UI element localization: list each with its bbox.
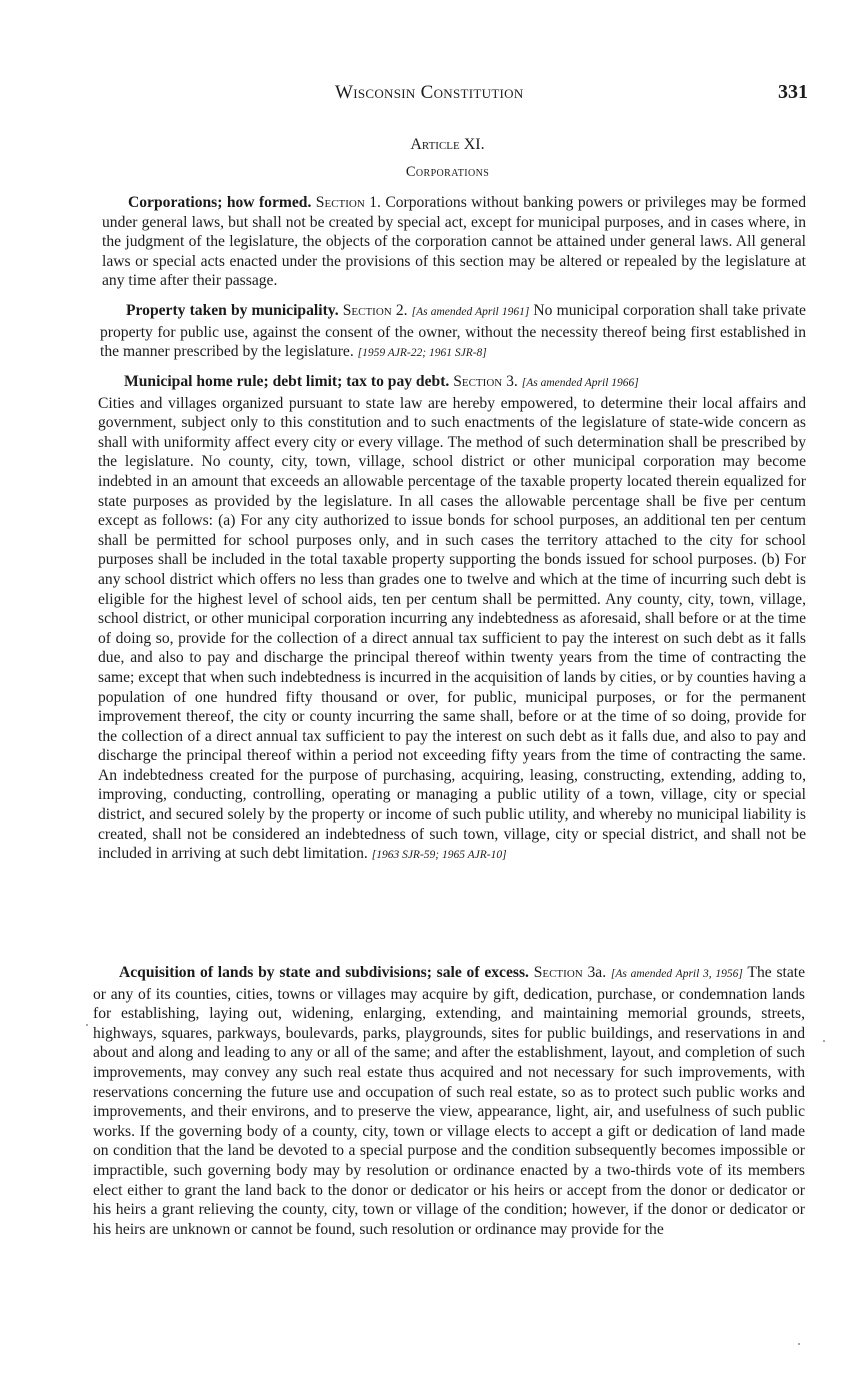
article-subtitle: Corporations	[405, 164, 490, 180]
section-text: Cities and villages organized pursuant to state law are hereby empowered, to determine their local affairs and government, subject only to this constitution and to such enactments of the legislature of state-wide concern as shall with uniformity affect every city or every village. The method of such determination shall be prescribed by the legislature. No county, city, town, village, school district or other municipal corporation may become indebted in an amount that exceeds an allowable percentage of the taxable property located therein equalized for state purposes as provided by the legislature. In all cases the allowable percentage shall be five per centum except as follows: (a) For any city authorized to issue bonds for school purposes, an additional ten per centum shall be permitted for school purposes only, and in such cases the territory attached to the city for school purposes shall be included in the total taxable property supporting the bonds issued for school purposes. (b) For any school district which offers no less than grades one to twelve and which at the time of incurring such debt is eligible for the highest level of school aids, ten per centum shall be permitted. Any county, city, town, village, school district, or other municipal corporation incurring any indebtedness as aforesaid, shall before or at the time of doing so, provide for the collection of a direct annual tax sufficient to pay the interest on such debt as it falls due, and also to pay and discharge the principal thereof within twenty years from the time of contracting the same; except that when such indebtedness is incurred in the acquisition of lands by cities, or by counties having a population of one hundred fifty thousand or over, for public, municipal purposes, or for the permanent improvement thereof, the city or county incurring the same shall, before or at the time of so doing, provide for the collection of a direct annual tax sufficient to pay the interest on such debt as it falls due, and also to pay and discharge the principal thereof within a period not exceeding fifty years from the time of contracting the same. An indebtedness created for the purpose of purchasing, acquiring, leasing, constructing, extending, adding to, improving, conducting, controlling, operating or managing a public utility of a town, village, city or special district, and secured solely by the property or income of such public utility, and whereby no municipal liability is created, shall not be considered an indebtedness of such town, village, city or special district, and shall not be included in arriving at such debt limitation.	[98, 394, 806, 863]
amendment-note: [As amended April 1961]	[411, 306, 530, 318]
section-number: 3.	[506, 373, 518, 390]
section-1	[102, 193, 806, 291]
article-heading	[0, 135, 859, 181]
citation-note: [1963 SJR-59; 1965 AJR-10]	[371, 849, 507, 862]
article-title: Article XI.	[410, 136, 485, 153]
section-text: The state or any of its counties, cities, towns or villages may acquire by gift, dedication, purchase, or condemnation lands for establishing, laying out, widening, enlarging, extending, and maintaining memorial grounds, streets, highways, squares, parkways, boulevards, parks, playgrounds, sites for public buildings, and reservations in and about and along and leading to any or all of the same; and after the establishment, layout, and completion of such improvements, may convey any such real estate thus acquired and not necessary for such improvements, with reservations concerning the future use and occupation of such real estate, so as to protect such public works and improvements, and their environs, and to preserve the view, appearance, light, air, and usefulness of such public works. If the governing body of a county, city, town or village elects to accept a gift or dedication of land made on condition that the land be devoted to a special purpose and the condition subsequently becomes impossible or impractible, such governing body may by resolution or ordinance enacted by a two-thirds vote of its members elect either to grant the land back to the donor or dedicator or his heirs or accept from the donor or dedicator or his heirs a grant relieving the county, city, town or village of the condition; however, if the donor or dedicator or his heirs are unknown or cannot be found, such resolution or ordinance may provide for the	[93, 964, 806, 1238]
amendment-note: [As amended April 1966]	[521, 377, 639, 389]
section-heading: Corporations; how formed.	[128, 194, 312, 211]
section-number: 1.	[369, 194, 381, 211]
running-title: Wisconsin Constitution	[335, 82, 524, 103]
section-paragraph	[102, 193, 806, 291]
page-number: 331	[778, 81, 808, 103]
section-paragraph	[100, 301, 806, 364]
section-2	[100, 301, 806, 364]
section-paragraph	[98, 372, 806, 866]
section-text: No municipal corporation shall take private property for public use, against the consent of the owner, without the necessity thereof being first established in the manner prescribed by the legislature.	[100, 302, 806, 361]
section-heading: Property taken by municipality.	[126, 302, 339, 319]
section-label: Section	[533, 964, 583, 981]
section-heading: Municipal home rule; debt limit; tax to pay debt.	[124, 373, 450, 390]
section-label: Section	[342, 302, 392, 319]
scan-speck	[798, 1343, 800, 1345]
section-heading: Acquisition of lands by state and subdivisions; sale of excess.	[119, 964, 529, 981]
section-label: Section	[453, 373, 503, 390]
amendment-note: [As amended April 3, 1956]	[610, 968, 743, 980]
section-number: 2.	[395, 302, 408, 319]
section-3	[98, 372, 806, 866]
section-label: Section	[315, 194, 365, 211]
section-paragraph	[93, 963, 805, 1239]
section-3a	[93, 963, 805, 1239]
section-number: 3a.	[587, 964, 607, 981]
section-text: Corporations without banking powers or privileges may be formed under general laws, but shall not be created by special act, except for municipal purposes, and in cases where, in the judgment of the legislature, the objects of the corporation cannot be attained under general laws. All general laws or special acts enacted under the provisions of this section may be altered or repealed by the legislature at any time after their passage.	[102, 194, 807, 290]
scan-speck	[86, 1024, 88, 1026]
citation-note: [1959 AJR-22; 1961 SJR-8]	[357, 347, 487, 360]
scan-speck	[823, 1040, 825, 1042]
running-head	[0, 82, 859, 108]
